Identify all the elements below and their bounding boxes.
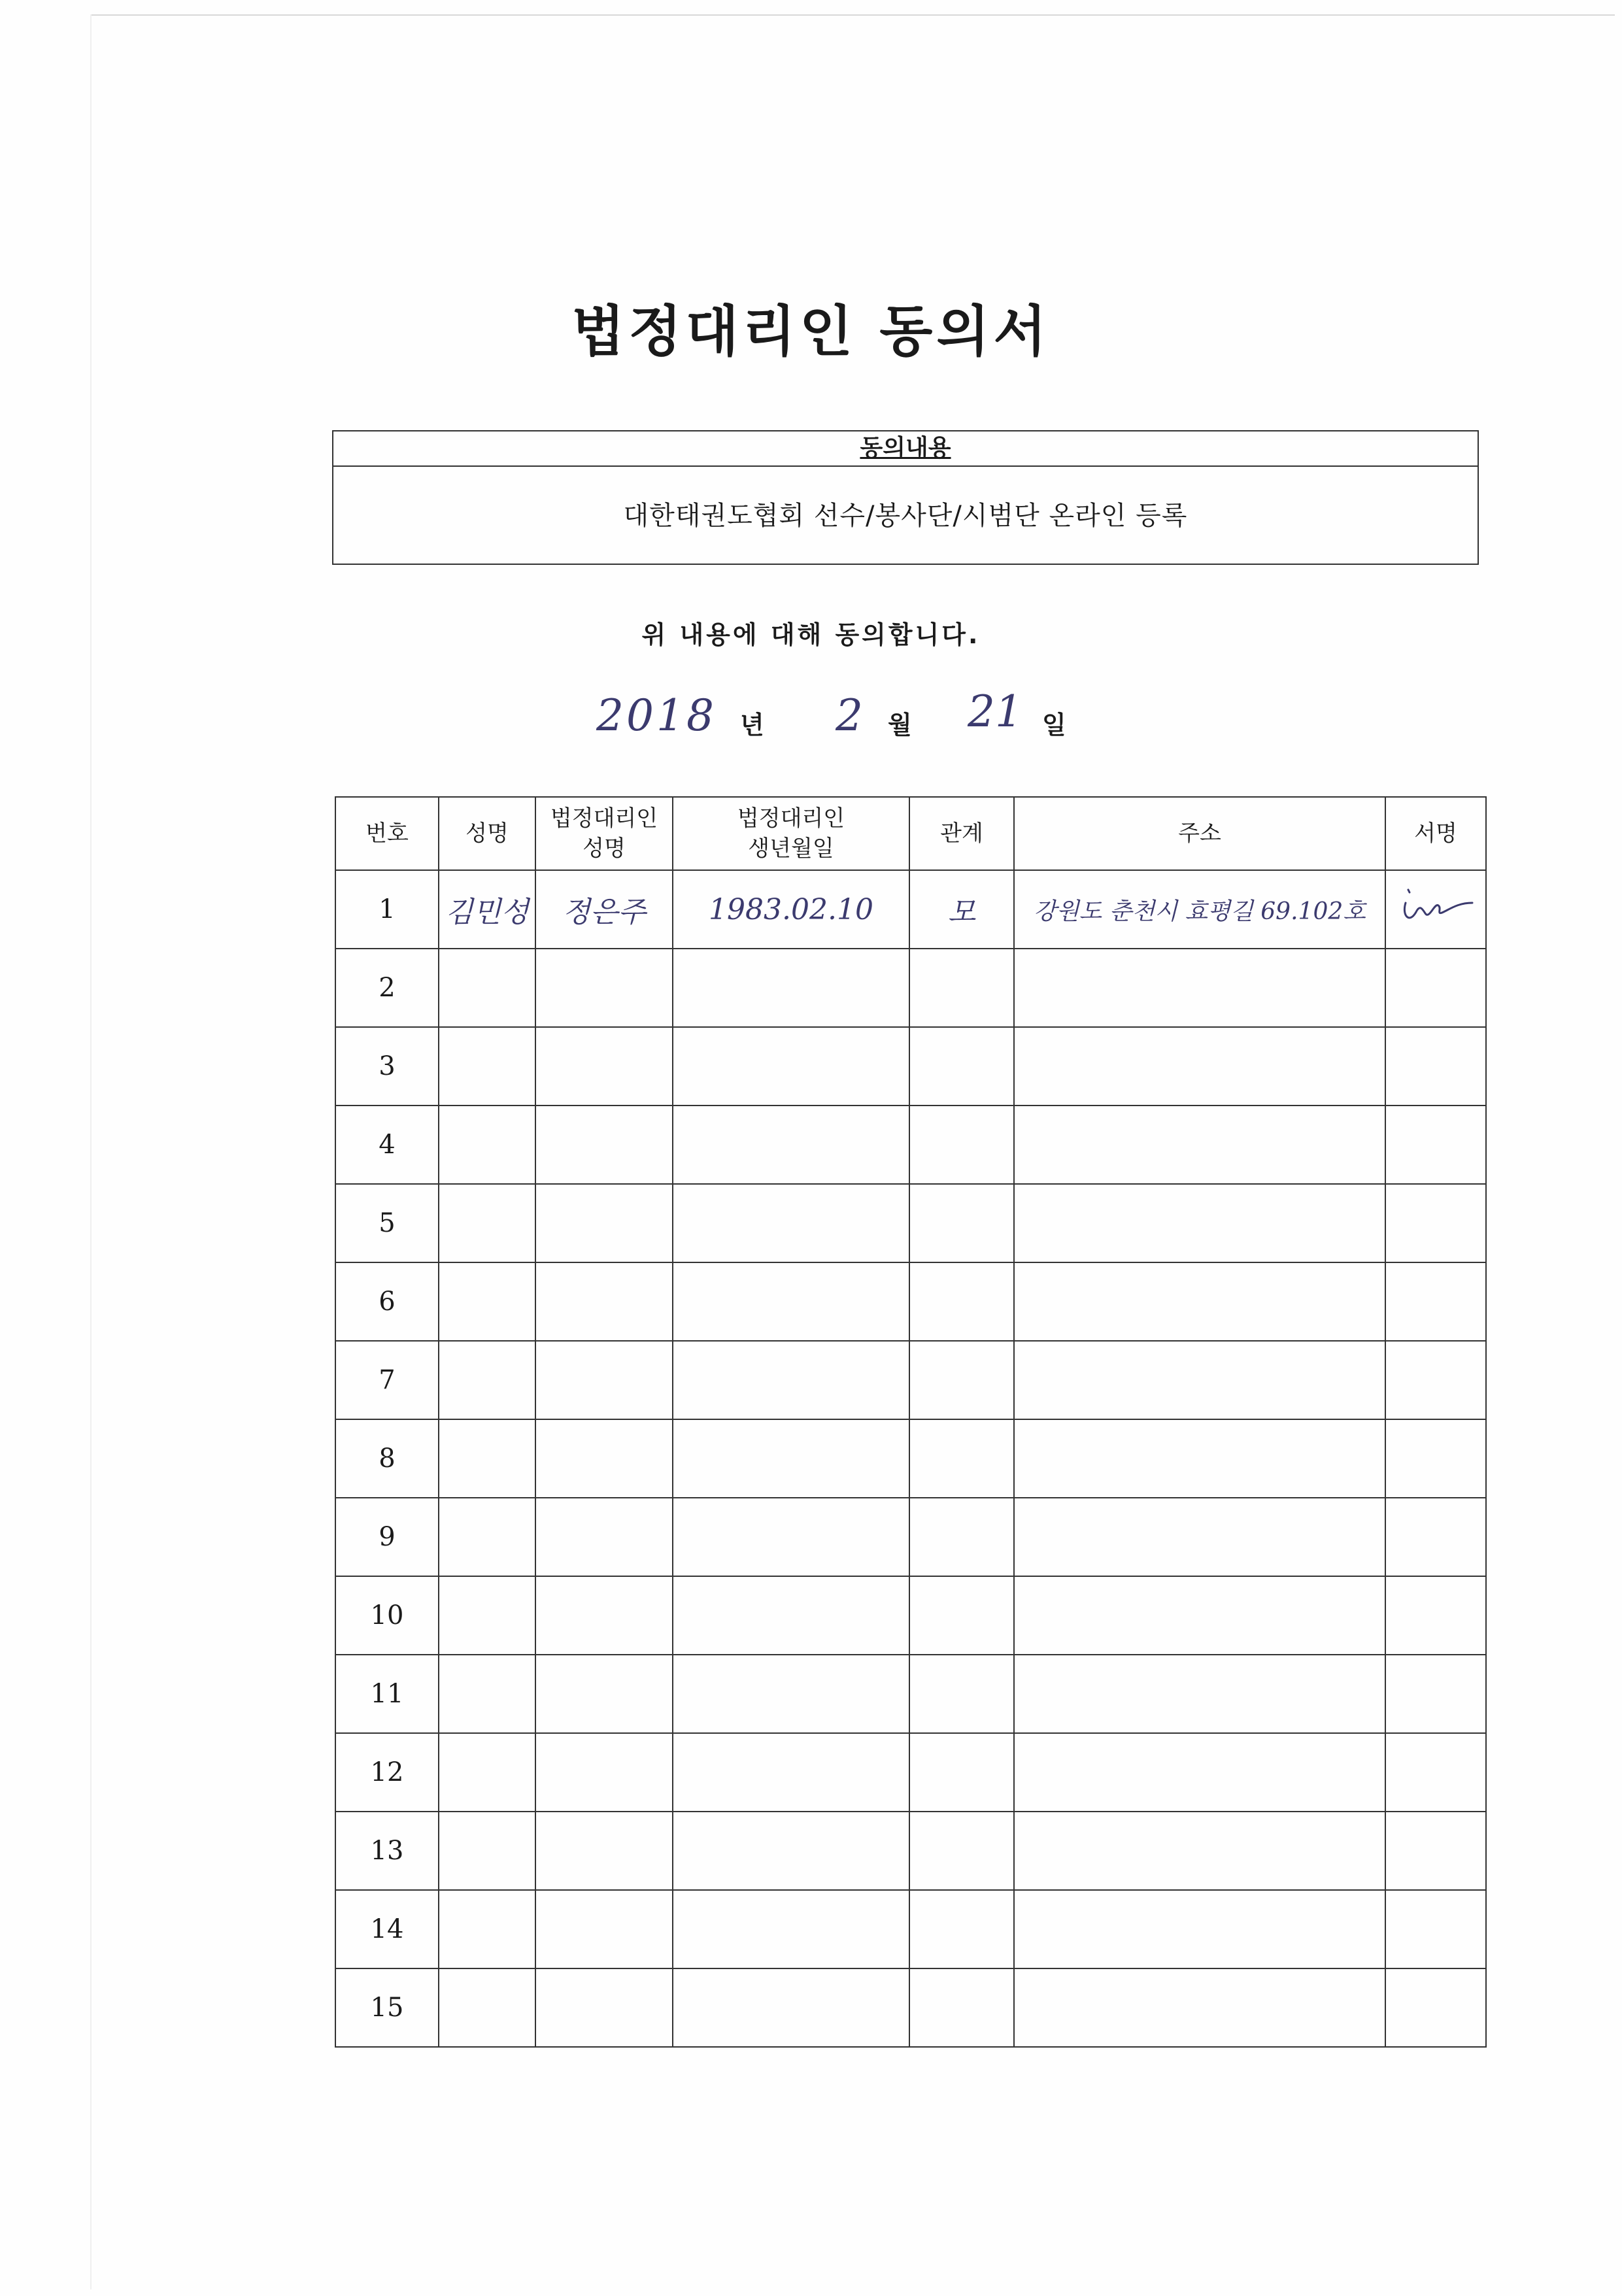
cell-address: [1014, 1262, 1385, 1341]
header-no: 번호: [335, 797, 439, 870]
header-guardian-dob-line1: 법정대리인: [737, 805, 845, 832]
cell-no: 14: [335, 1890, 439, 1968]
table-row: [335, 1262, 1486, 1341]
cell-signature: [1385, 1968, 1486, 2047]
cell-address: [1014, 1106, 1385, 1184]
cell-relation: [909, 949, 1014, 1027]
cell-guardian-dob: [673, 1106, 909, 1184]
cell-name: [439, 1655, 535, 1733]
cell-name: [439, 1027, 535, 1106]
cell-address: [1014, 949, 1385, 1027]
header-guardian-dob: [673, 797, 909, 870]
cell-name: [439, 1262, 535, 1341]
cell-address: [1014, 1419, 1385, 1498]
cell-address: [1014, 1655, 1385, 1733]
date-year: 2018: [596, 690, 717, 741]
cell-address: [1014, 1733, 1385, 1812]
cell-no: 4: [335, 1106, 439, 1184]
cell-relation: [909, 1733, 1014, 1812]
cell-relation: [909, 1812, 1014, 1890]
cell-address: [1014, 1812, 1385, 1890]
cell-address: [1014, 1890, 1385, 1968]
cell-guardian-name: [535, 1262, 673, 1341]
cell-address: [1014, 1498, 1385, 1576]
cell-no: 8: [335, 1419, 439, 1498]
cell-guardian-name: [535, 1968, 673, 2047]
cell-signature: [1385, 1498, 1486, 1576]
cell-guardian-dob: [673, 1498, 909, 1576]
cell-no: 10: [335, 1576, 439, 1655]
cell-name: [439, 1733, 535, 1812]
header-guardian-dob-line2: 생년월일: [748, 836, 834, 862]
date-year-label: 년: [740, 711, 764, 739]
cell-signature: [1385, 1890, 1486, 1968]
table-row: [335, 1812, 1486, 1890]
cell-signature: [1385, 1576, 1486, 1655]
cell-relation: [909, 1419, 1014, 1498]
cell-guardian-name: [535, 1027, 673, 1106]
table-row: [335, 1106, 1486, 1184]
cell-name: [439, 1106, 535, 1184]
cell-signature: [1385, 1106, 1486, 1184]
cell-guardian-name: [535, 1419, 673, 1498]
cell-signature: [1385, 1419, 1486, 1498]
cell-signature: [1385, 1184, 1486, 1262]
cell-signature: [1385, 1733, 1486, 1812]
header-name: 성명: [439, 797, 535, 870]
date-month-label: 월: [888, 711, 912, 739]
cell-no: 5: [335, 1184, 439, 1262]
cell-name: [439, 1184, 535, 1262]
cell-guardian-name: [535, 1184, 673, 1262]
cell-no: 7: [335, 1341, 439, 1419]
scan-edge: [92, 14, 1615, 16]
cell-guardian-dob: [673, 1576, 909, 1655]
cell-no: 12: [335, 1733, 439, 1812]
cell-name: 김민성: [439, 870, 535, 949]
cell-relation: [909, 1027, 1014, 1106]
cell-guardian-name: 정은주: [535, 870, 673, 949]
cell-guardian-dob: [673, 1812, 909, 1890]
cell-signature: [1385, 870, 1486, 949]
header-signature: 서명: [1385, 797, 1486, 870]
table-row: [335, 1498, 1486, 1576]
cell-no: 11: [335, 1655, 439, 1733]
table-row: [335, 1576, 1486, 1655]
cell-signature: [1385, 1655, 1486, 1733]
cell-name: [439, 1341, 535, 1419]
cell-guardian-name: [535, 1498, 673, 1576]
cell-guardian-name: [535, 1733, 673, 1812]
table-row: [335, 1655, 1486, 1733]
cell-relation: [909, 1576, 1014, 1655]
cell-guardian-name: [535, 1812, 673, 1890]
cell-address: [1014, 1576, 1385, 1655]
table-row: [335, 870, 1486, 949]
cell-no: 13: [335, 1812, 439, 1890]
cell-relation: [909, 1890, 1014, 1968]
table-row: [335, 1890, 1486, 1968]
cell-address: [1014, 1341, 1385, 1419]
cell-relation: [909, 1184, 1014, 1262]
document-title: 법정대리인 동의서: [571, 299, 1051, 363]
cell-relation: [909, 1968, 1014, 2047]
cell-guardian-dob: [673, 1733, 909, 1812]
cell-guardian-name: [535, 1576, 673, 1655]
cell-no: 3: [335, 1027, 439, 1106]
cell-guardian-dob: [673, 1655, 909, 1733]
consent-body: 대한태권도협회 선수/봉사단/시범단 온라인 등록: [623, 501, 1188, 531]
cell-guardian-name: [535, 949, 673, 1027]
cell-signature: [1385, 949, 1486, 1027]
cell-name: [439, 1576, 535, 1655]
date-day-label: 일: [1042, 711, 1066, 739]
signature-scribble: [1396, 883, 1475, 929]
cell-no: 6: [335, 1262, 439, 1341]
cell-signature: [1385, 1812, 1486, 1890]
table-row: [335, 949, 1486, 1027]
table-row: [335, 1027, 1486, 1106]
cell-address: 강원도 춘천시 효평길 69.102호: [1014, 870, 1385, 949]
cell-guardian-dob: [673, 1968, 909, 2047]
cell-name: [439, 949, 535, 1027]
cell-name: [439, 1812, 535, 1890]
cell-relation: [909, 1655, 1014, 1733]
header-address: 주소: [1014, 797, 1385, 870]
agree-statement: 위 내용에 대해 동의합니다.: [641, 620, 981, 649]
cell-no: 9: [335, 1498, 439, 1576]
cell-address: [1014, 1184, 1385, 1262]
cell-name: [439, 1890, 535, 1968]
cell-relation: [909, 1498, 1014, 1576]
cell-guardian-dob: [673, 1184, 909, 1262]
table-row: [335, 1184, 1486, 1262]
cell-guardian-name: [535, 1106, 673, 1184]
cell-no: 2: [335, 949, 439, 1027]
header-guardian-name-line1: 법정대리인: [550, 805, 658, 832]
consent-box: [332, 430, 1479, 565]
cell-guardian-dob: [673, 1027, 909, 1106]
cell-guardian-dob: [673, 1262, 909, 1341]
cell-signature: [1385, 1027, 1486, 1106]
header-guardian-name-line2: 성명: [583, 836, 626, 862]
header-relation: 관계: [909, 797, 1014, 870]
cell-guardian-name: [535, 1341, 673, 1419]
cell-relation: [909, 1106, 1014, 1184]
table-row: [335, 1419, 1486, 1498]
cell-no: 15: [335, 1968, 439, 2047]
header-guardian-name: [535, 797, 673, 870]
cell-guardian-dob: [673, 949, 909, 1027]
table-row: [335, 1341, 1486, 1419]
cell-guardian-name: [535, 1655, 673, 1733]
cell-guardian-dob: 1983.02.10: [673, 870, 909, 949]
registration-table: [335, 796, 1487, 2048]
cell-address: [1014, 1027, 1385, 1106]
cell-guardian-dob: [673, 1419, 909, 1498]
cell-guardian-name: [535, 1890, 673, 1968]
date-line: [575, 685, 1164, 744]
cell-signature: [1385, 1262, 1486, 1341]
consent-header: 동의내용: [333, 431, 1478, 467]
cell-relation: 모: [909, 870, 1014, 949]
cell-name: [439, 1419, 535, 1498]
cell-relation: [909, 1341, 1014, 1419]
cell-no: 1: [335, 870, 439, 949]
table-row: [335, 1733, 1486, 1812]
date-day: 21: [968, 686, 1022, 737]
cell-signature: [1385, 1341, 1486, 1419]
cell-name: [439, 1498, 535, 1576]
cell-address: [1014, 1968, 1385, 2047]
table-row: [335, 1968, 1486, 2047]
cell-guardian-dob: [673, 1890, 909, 1968]
date-month: 2: [836, 690, 863, 741]
table-header-row: [335, 797, 1486, 870]
cell-guardian-dob: [673, 1341, 909, 1419]
cell-relation: [909, 1262, 1014, 1341]
cell-name: [439, 1968, 535, 2047]
